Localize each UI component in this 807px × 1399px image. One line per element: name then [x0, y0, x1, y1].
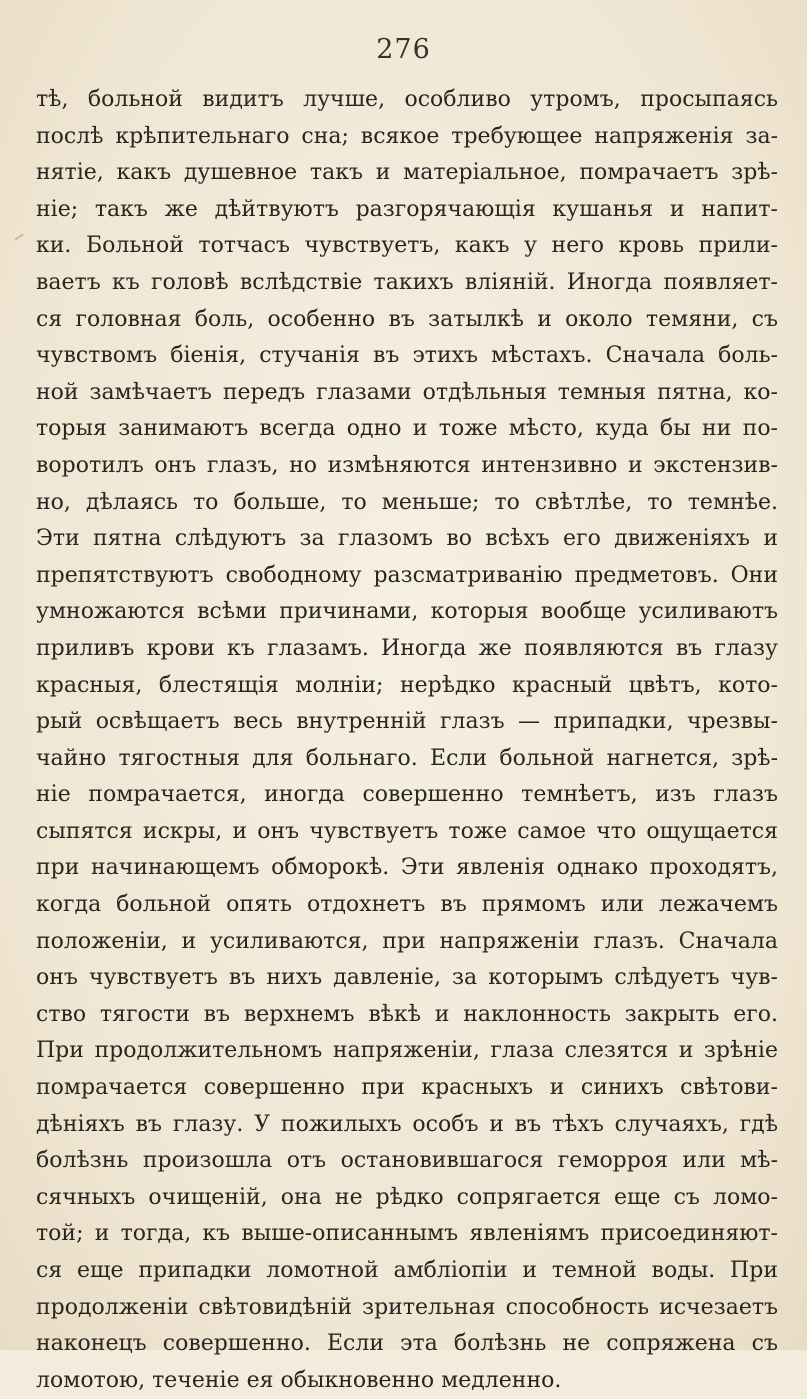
text-line: сячныхъ очищеній, она не рѣдко сопрягается еще съ ломо-: [36, 1184, 778, 1210]
text-line: чувствомъ біенія, стучанія въ этихъ мѣстахъ. Сначала боль-: [36, 343, 778, 369]
text-line: При продолжительномъ напряженіи, глаза слезятся и зрѣніе: [36, 1038, 778, 1064]
text-line: ваетъ къ головѣ вслѣдствіе такихъ вліяній. Иногда появляет-: [36, 269, 778, 295]
text-line: при начинающемъ обморокѣ. Эти явленія однако проходятъ,: [36, 855, 778, 881]
text-line: приливъ крови къ глазамъ. Иногда же появляются въ глазу: [36, 635, 778, 661]
text-line: ніе; такъ же дѣйтвуютъ разгорячающія кушанья и напит-: [36, 196, 778, 222]
text-line: болѣзнь произошла отъ остановившагося геморроя или мѣ-: [36, 1148, 778, 1174]
page-number: 276: [376, 34, 431, 65]
text-line: ной замѣчаетъ передъ глазами отдѣльныя темныя пятна, ко-: [36, 379, 778, 405]
text-line: ся головная боль, особенно въ затылкѣ и около темяни, съ: [36, 306, 778, 332]
text-line: препятствуютъ свободному разсматриванію предметовъ. Они: [36, 562, 778, 588]
text-line: красныя, блестящія молніи; нерѣдко красный цвѣтъ, кото-: [36, 672, 778, 698]
text-line: ся еще припадки ломотной амбліопіи и темной воды. При: [36, 1258, 778, 1283]
text-line: онъ чувствуетъ въ нихъ давленіе, за которымъ слѣдуетъ чув-: [36, 965, 778, 991]
text-line: ство тягости въ верхнемъ вѣкѣ и наклонность закрыть его.: [36, 1001, 778, 1027]
text-line: торыя занимаютъ всегда одно и тоже мѣсто, куда бы ни по-: [36, 416, 778, 442]
text-line: Эти пятна слѣдуютъ за глазомъ во всѣхъ его движеніяхъ и: [36, 526, 778, 552]
text-line: ки. Больной тотчасъ чувствуетъ, какъ у него кровь прили-: [36, 233, 778, 259]
margin-mark: [14, 233, 23, 240]
text-line: продолженіи свѣтовидѣній зрительная способность исчезаетъ: [36, 1294, 778, 1320]
text-line: положеніи, и усиливаются, при напряженіи глазъ. Сначала: [36, 928, 778, 954]
text-line: наконецъ совершенно. Если эта болѣзнь не сопряжена съ: [36, 1331, 778, 1357]
text-line: когда больной опять отдохнетъ въ прямомъ или лежачемъ: [36, 892, 778, 918]
text-line: воротилъ онъ глазъ, но измѣняются интензивно и экстензив-: [36, 452, 778, 478]
text-line: но, дѣлаясь то больше, то меньше; то свѣтлѣе, то темнѣе.: [36, 489, 778, 515]
text-line: помрачается совершенно при красныхъ и синихъ свѣтови-: [36, 1075, 778, 1101]
text-line: сыпятся искры, и онъ чувствуетъ тоже самое что ощущается: [36, 818, 778, 844]
text-line: рый освѣщаетъ весь внутренній глазъ — припадки, чрезвы-: [36, 709, 778, 735]
text-line: ніе помрачается, иногда совершенно темнѣетъ, изъ глазъ: [36, 782, 778, 808]
text-line: тѣ, больной видитъ лучше, особливо утромъ, просыпаясь: [36, 87, 778, 112]
text-line: чайно тягостныя для больнаго. Если больной нагнется, зрѣ-: [36, 745, 778, 771]
text-line: ломотою, теченіе ея обыкновенно медленно.: [36, 1367, 562, 1393]
text-line: послѣ крѣпительнаго сна; всякое требующее напряженія за-: [36, 123, 778, 149]
text-line: дѣніяхъ въ глазу. У пожилыхъ особъ и въ тѣхъ случаяхъ, гдѣ: [36, 1111, 778, 1137]
text-line: умножаются всѣми причинами, которыя вообще усиливаютъ: [36, 599, 778, 625]
text-line: той; и тогда, къ выше-описаннымъ явленіямъ присоединяют-: [36, 1221, 778, 1247]
text-line: нятіе, какъ душевное такъ и матеріальное, помрачаетъ зрѣ-: [36, 160, 778, 186]
body-text: [36, 82, 778, 1399]
